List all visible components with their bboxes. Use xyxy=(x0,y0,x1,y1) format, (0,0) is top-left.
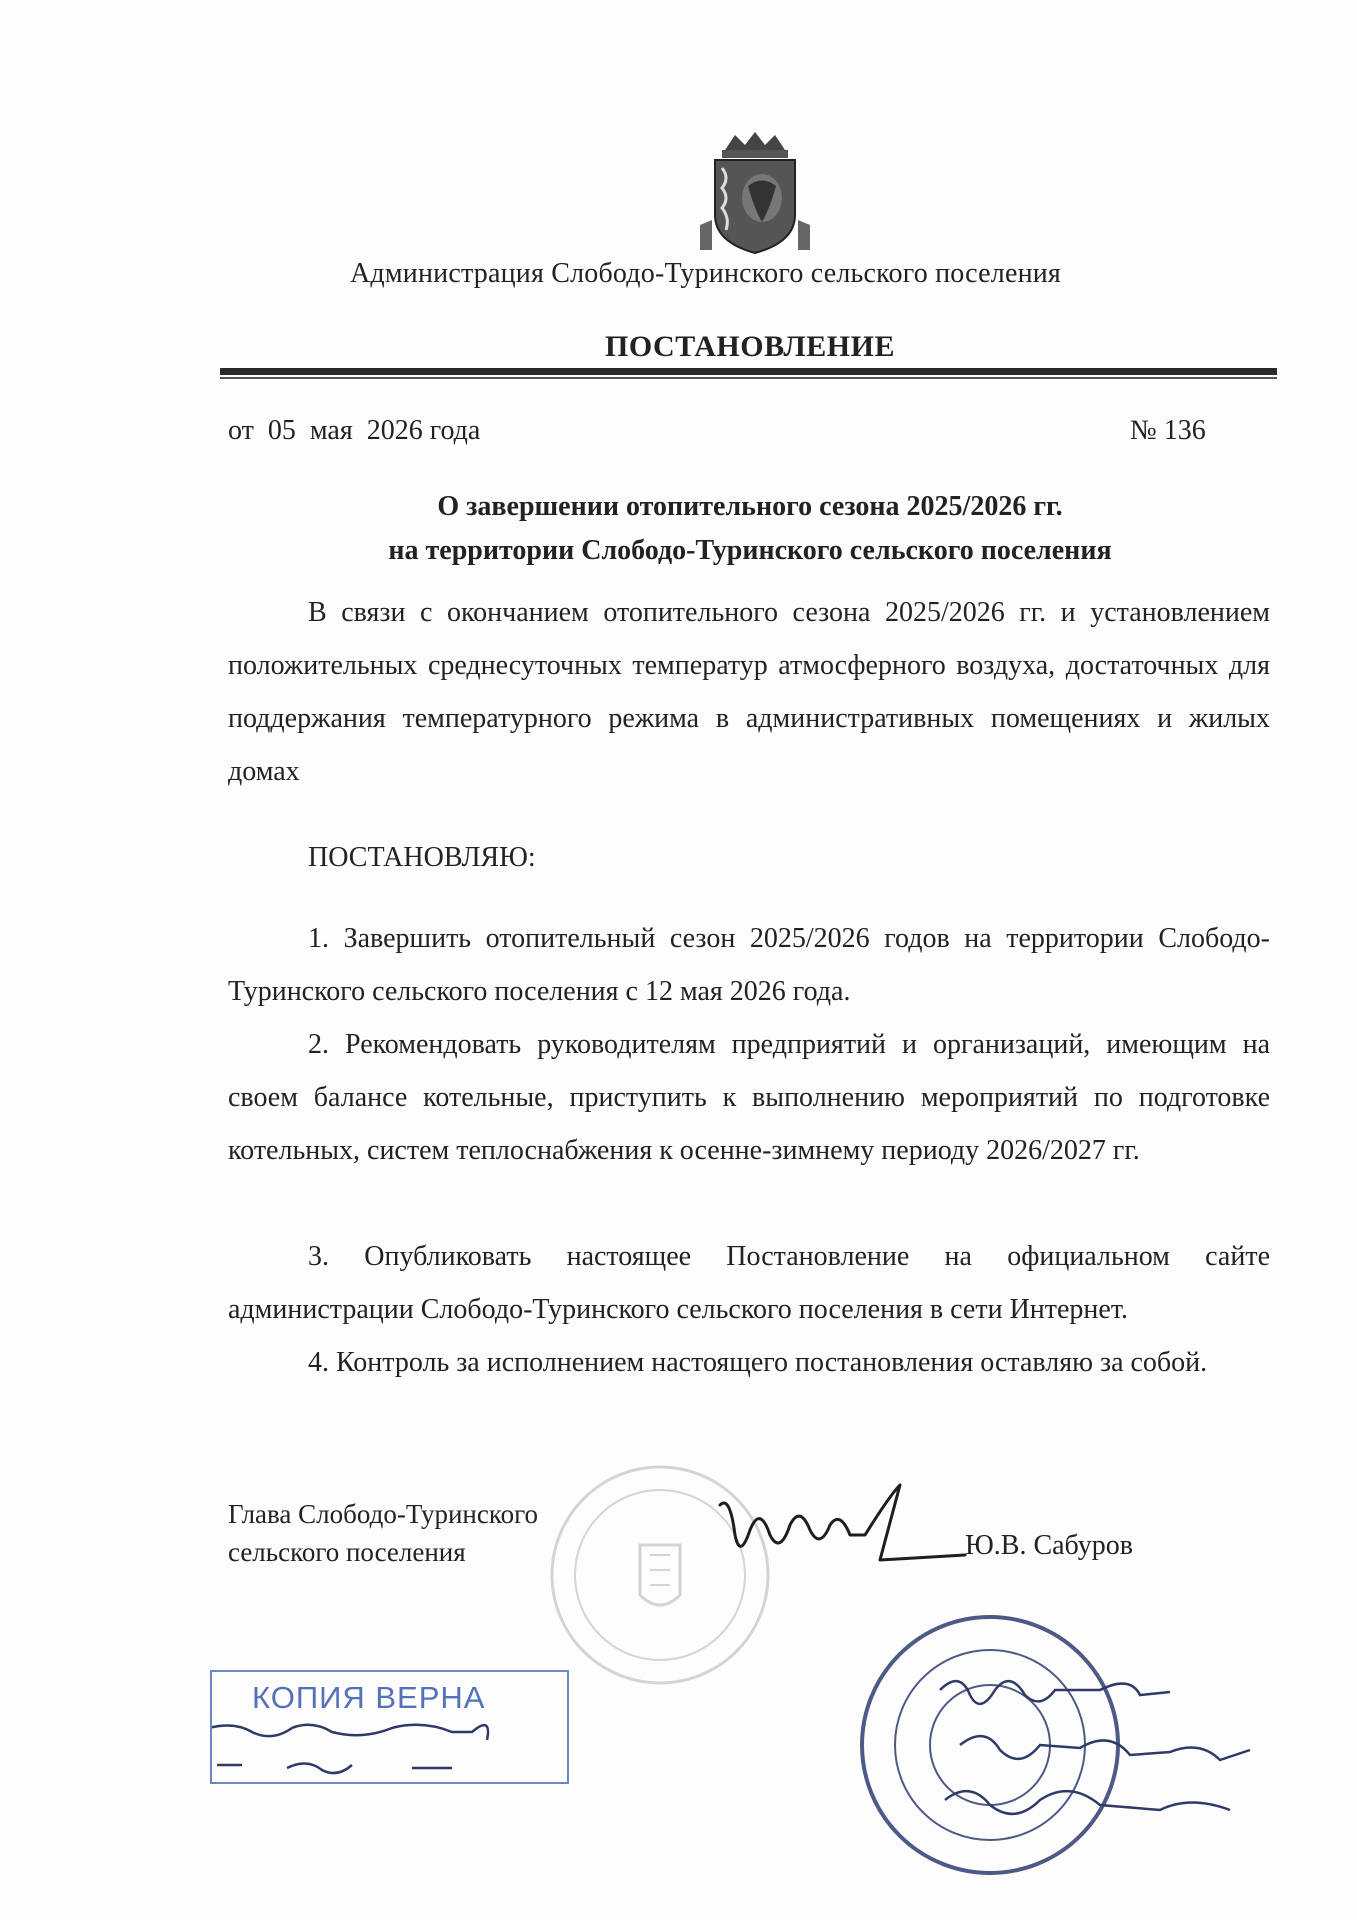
document-number: № 136 xyxy=(1130,415,1206,446)
signatory-position-line-2: сельского поселения xyxy=(228,1537,466,1567)
signatory-position xyxy=(228,1495,538,1571)
signatory-position-line-1: Глава Слободо-Туринского xyxy=(228,1499,539,1529)
title-line-1: О завершении отопительного сезона 2025/2026 гг. xyxy=(437,491,1063,522)
title-line-2: на территории Слободо-Туринского сельского поселения xyxy=(388,535,1112,566)
header-divider-thin xyxy=(220,377,1277,379)
copy-verified-stamp xyxy=(210,1670,569,1784)
handwritten-certification-note xyxy=(930,1660,1270,1850)
decree-word: ПОСТАНОВЛЯЮ: xyxy=(308,842,536,873)
coat-of-arms-icon xyxy=(700,130,810,255)
list-item-2: 2. Рекомендовать руководителям предприятий и организаций, имеющим на своем балансе котельные, приступить к выполнению мероприятий по подготовке котельных, систем теплоснабжения к осенне-зимнему периоду 2026/2027 гг. xyxy=(228,1029,1270,1166)
document-title xyxy=(260,485,1240,573)
list-item-3: 3. Опубликовать настоящее Постановление на официальном сайте администрации Слободо-Туринского сельского поселения в сети Интернет. xyxy=(228,1241,1270,1325)
organization-name: Администрация Слободо-Туринского сельского поселения xyxy=(350,258,1062,289)
list-item-1: 1. Завершить отопительный сезон 2025/2026 годов на территории Слободо-Туринского сельского поселения с 12 мая 2026 года. xyxy=(228,923,1270,1007)
document-date: от 05 мая 2026 года xyxy=(228,415,481,446)
document-type-heading: ПОСТАНОВЛЕНИЕ xyxy=(605,330,895,363)
copy-verified-handwriting xyxy=(212,1720,567,1780)
list-item-4: 4. Контроль за исполнением настоящего постановления оставляю за собой. xyxy=(308,1347,1208,1378)
header-divider-thick xyxy=(220,368,1277,375)
preamble-paragraph: В связи с окончанием отопительного сезона 2025/2026 гг. и установлением положительных среднесуточных температур атмосферного воздуха, достаточных для поддержания температурного режима в административных помещениях и жилых домах xyxy=(228,597,1270,787)
signatory-name: Ю.В. Сабуров xyxy=(965,1530,1133,1561)
handwritten-signature xyxy=(700,1475,970,1570)
copy-verified-title: КОПИЯ ВЕРНА xyxy=(252,1680,486,1715)
